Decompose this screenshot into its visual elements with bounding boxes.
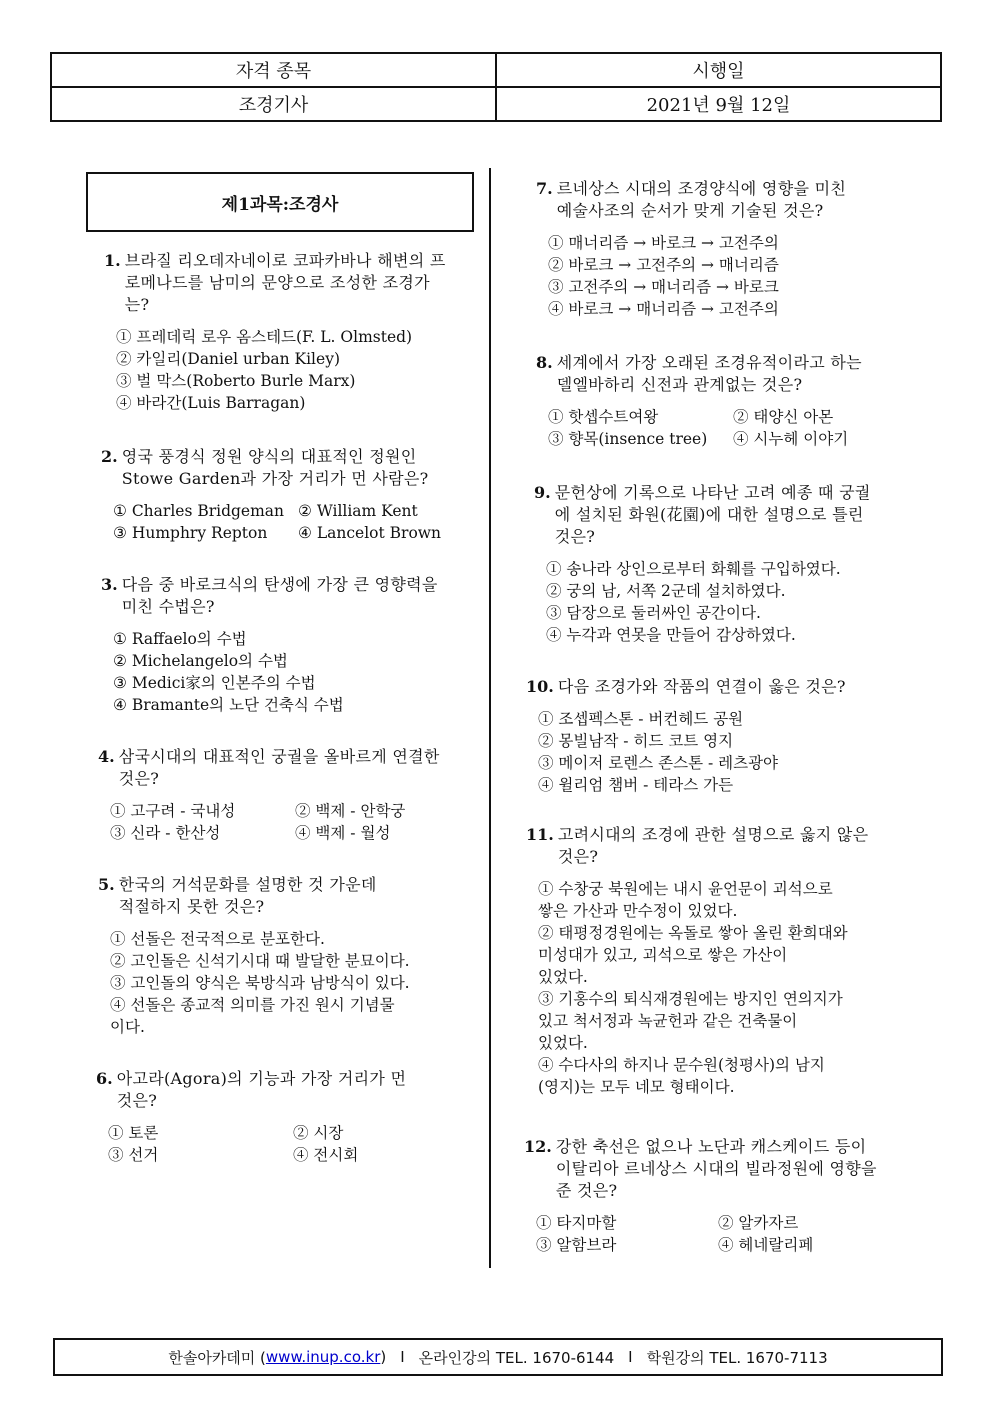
separator: I bbox=[400, 1348, 405, 1366]
subject-title: 제1과목:조경사 bbox=[221, 194, 339, 215]
option-3: ③ 알함브라 bbox=[536, 1236, 617, 1254]
question-stem: 강한 축선은 없으나 노단과 캐스케이드 등이 이탈리아 르네상스 시대의 빌라정원에 영향을 준 것은? bbox=[555, 1137, 877, 1200]
exam-info-table bbox=[50, 52, 942, 122]
option-4: ④ 시누헤 이야기 bbox=[733, 430, 849, 448]
option-1: ① 매너리즘 → 바로크 → 고전주의 bbox=[548, 234, 779, 252]
option-2: ② 알카자르 bbox=[718, 1214, 799, 1232]
question-stem: 다음 중 바로크식의 탄생에 가장 큰 영향력을 미친 수법은? bbox=[121, 575, 438, 616]
option-4: ④ 바라간(Luis Barragan) bbox=[116, 394, 306, 412]
option-3: ③ 벌 막스(Roberto Burle Marx) bbox=[116, 372, 356, 390]
option-4: ④ 수다사의 하지나 문수원(청평사)의 남지 (영지)는 모두 네모 형태이다. bbox=[538, 1056, 825, 1096]
qualification-label: 자격 종목 bbox=[51, 53, 496, 87]
question-stem: 고려시대의 조경에 관한 설명으로 옳지 않은 것은? bbox=[557, 825, 869, 866]
option-3: ③ 향목(insence tree) bbox=[548, 430, 708, 448]
option-4: ④ Bramante의 노단 건축식 수법 bbox=[113, 696, 344, 714]
option-2: ② 시장 bbox=[293, 1124, 344, 1142]
option-3: ③ 메이저 로렌스 존스톤 - 레츠광야 bbox=[538, 754, 779, 772]
academy-name: 한솔아카데미 ( bbox=[168, 1348, 266, 1367]
option-1: ① 수창궁 북원에는 내시 윤언문이 괴석으로 쌓은 가산과 만수정이 있었다. bbox=[538, 880, 833, 920]
option-1: ① 핫셉수트여왕 bbox=[548, 408, 659, 426]
offline-lecture-phone: 학원강의 TEL. 1670-7113 bbox=[646, 1348, 828, 1367]
option-1: ① Charles Bridgeman bbox=[113, 502, 285, 520]
question-stem: 브라질 리오데자네이로 코파카바나 해변의 프 로메나드를 남미의 문양으로 조성한 조경가 는? bbox=[124, 251, 446, 314]
option-2: ② 몽빌남작 - 히드 코트 영지 bbox=[538, 732, 734, 750]
option-4: ④ 전시회 bbox=[293, 1146, 359, 1164]
option-4: ④ 헤네랄리페 bbox=[718, 1236, 814, 1254]
question-7 bbox=[536, 178, 916, 320]
exam-date-label: 시행일 bbox=[496, 53, 941, 87]
option-3: ③ 기홍수의 퇴식재경원에는 방지인 연의지가 있고 척서정과 녹균헌과 같은 건축물이 있었다. bbox=[538, 990, 843, 1052]
question-2 bbox=[101, 446, 481, 544]
question-11 bbox=[526, 824, 916, 1098]
option-3: ③ Humphry Repton bbox=[113, 524, 268, 542]
column-divider bbox=[489, 168, 491, 1268]
separator: I bbox=[628, 1348, 633, 1366]
option-2: ② Michelangelo의 수법 bbox=[113, 652, 288, 670]
online-lecture-phone: 온라인강의 TEL. 1670-6144 bbox=[418, 1348, 615, 1367]
question-6 bbox=[96, 1068, 476, 1166]
question-number: 4. bbox=[98, 747, 115, 766]
question-10 bbox=[526, 676, 916, 796]
option-4: ④ 선돌은 종교적 의미를 가진 원시 기념물 이다. bbox=[110, 996, 395, 1036]
question-number: 11. bbox=[526, 825, 554, 844]
option-4: ④ 백제 - 월성 bbox=[295, 824, 391, 842]
question-number: 1. bbox=[104, 251, 121, 270]
option-2: ② 바로크 → 고전주의 → 매너리즘 bbox=[548, 256, 779, 274]
option-3: ③ Medici家의 인본주의 수법 bbox=[113, 674, 316, 692]
question-5 bbox=[98, 874, 478, 1038]
option-2: ② 고인돌은 신석기시대 때 발달한 분묘이다. bbox=[110, 952, 410, 970]
website-link[interactable]: www.inup.co.kr bbox=[265, 1348, 381, 1366]
question-number: 7. bbox=[536, 179, 553, 198]
option-1: ① 토론 bbox=[108, 1124, 159, 1142]
question-4 bbox=[98, 746, 478, 844]
question-8 bbox=[536, 352, 916, 450]
option-2: ② 백제 - 안학궁 bbox=[295, 802, 406, 820]
option-1: ① Raffaelo의 수법 bbox=[113, 630, 247, 648]
question-stem: 한국의 거석문화를 설명한 것 가운데 적절하지 못한 것은? bbox=[118, 875, 377, 916]
question-number: 10. bbox=[526, 677, 554, 696]
option-3: ③ 신라 - 한산성 bbox=[110, 824, 221, 842]
option-2: ② 태양신 아몬 bbox=[733, 408, 834, 426]
question-number: 9. bbox=[534, 483, 551, 502]
option-4: ④ 윌리엄 챔버 - 테라스 가든 bbox=[538, 776, 734, 794]
option-3: ③ 담장으로 둘러싸인 공간이다. bbox=[546, 604, 761, 622]
question-1 bbox=[104, 250, 484, 414]
question-number: 6. bbox=[96, 1069, 113, 1088]
exam-date-value: 2021년 9월 12일 bbox=[496, 87, 941, 121]
option-2: ② 태평정경원에는 옥돌로 쌓아 올린 환희대와 미성대가 있고, 괴석으로 쌓은 가산이 있었다. bbox=[538, 924, 848, 986]
question-stem: 세계에서 가장 오래된 조경유적이라고 하는 델엘바하리 신전과 관계없는 것은? bbox=[556, 353, 862, 394]
option-4: ④ 바로크 → 매너리즘 → 고전주의 bbox=[548, 300, 779, 318]
question-number: 8. bbox=[536, 353, 553, 372]
question-number: 5. bbox=[98, 875, 115, 894]
question-number: 12. bbox=[524, 1137, 552, 1156]
option-1: ① 타지마할 bbox=[536, 1214, 617, 1232]
option-3: ③ 고인돌의 양식은 북방식과 남방식이 있다. bbox=[110, 974, 410, 992]
option-1: ① 조셉펙스톤 - 버컨헤드 공원 bbox=[538, 710, 744, 728]
option-3: ③ 고전주의 → 매너리즘 → 바로크 bbox=[548, 278, 779, 296]
qualification-value: 조경기사 bbox=[51, 87, 496, 121]
option-2: ② 카일리(Daniel urban Kiley) bbox=[116, 350, 340, 368]
academy-close-paren: ) bbox=[380, 1348, 387, 1366]
option-4: ④ Lancelot Brown bbox=[298, 524, 442, 542]
question-stem: 문헌상에 기록으로 나타난 고려 예종 때 궁궐 에 설치된 화원(花園)에 대한 설명으로 틀린 것은? bbox=[554, 483, 871, 546]
question-stem: 르네상스 시대의 조경양식에 영향을 미친 예술사조의 순서가 맞게 기술된 것은? bbox=[556, 179, 847, 220]
option-1: ① 송나라 상인으로부터 화훼를 구입하였다. bbox=[546, 560, 841, 578]
option-1: ① 고구려 - 국내성 bbox=[110, 802, 236, 820]
question-12 bbox=[524, 1136, 916, 1256]
option-2: ② 궁의 남, 서쪽 2군데 설치하였다. bbox=[546, 582, 786, 600]
question-number: 2. bbox=[101, 447, 118, 466]
question-9 bbox=[534, 482, 914, 646]
question-stem: 다음 조경가와 작품의 연결이 옳은 것은? bbox=[557, 677, 846, 696]
option-2: ② William Kent bbox=[298, 502, 418, 520]
question-stem: 영국 풍경식 정원 양식의 대표적인 정원인 Stowe Garden과 가장 거리가 먼 사람은? bbox=[121, 447, 429, 488]
option-3: ③ 선거 bbox=[108, 1146, 159, 1164]
question-stem: 삼국시대의 대표적인 궁궐을 올바르게 연결한 것은? bbox=[118, 747, 440, 788]
subject-title-box bbox=[86, 172, 474, 232]
option-1: ① 선돌은 전국적으로 분포한다. bbox=[110, 930, 325, 948]
option-1: ① 프레데릭 로우 옴스테드(F. L. Olmsted) bbox=[116, 328, 413, 346]
question-stem: 아고라(Agora)의 기능과 가장 거리가 먼 것은? bbox=[116, 1069, 407, 1110]
option-4: ④ 누각과 연못을 만들어 감상하였다. bbox=[546, 626, 796, 644]
footer-bar bbox=[53, 1338, 943, 1376]
question-number: 3. bbox=[101, 575, 118, 594]
question-3 bbox=[101, 574, 481, 716]
